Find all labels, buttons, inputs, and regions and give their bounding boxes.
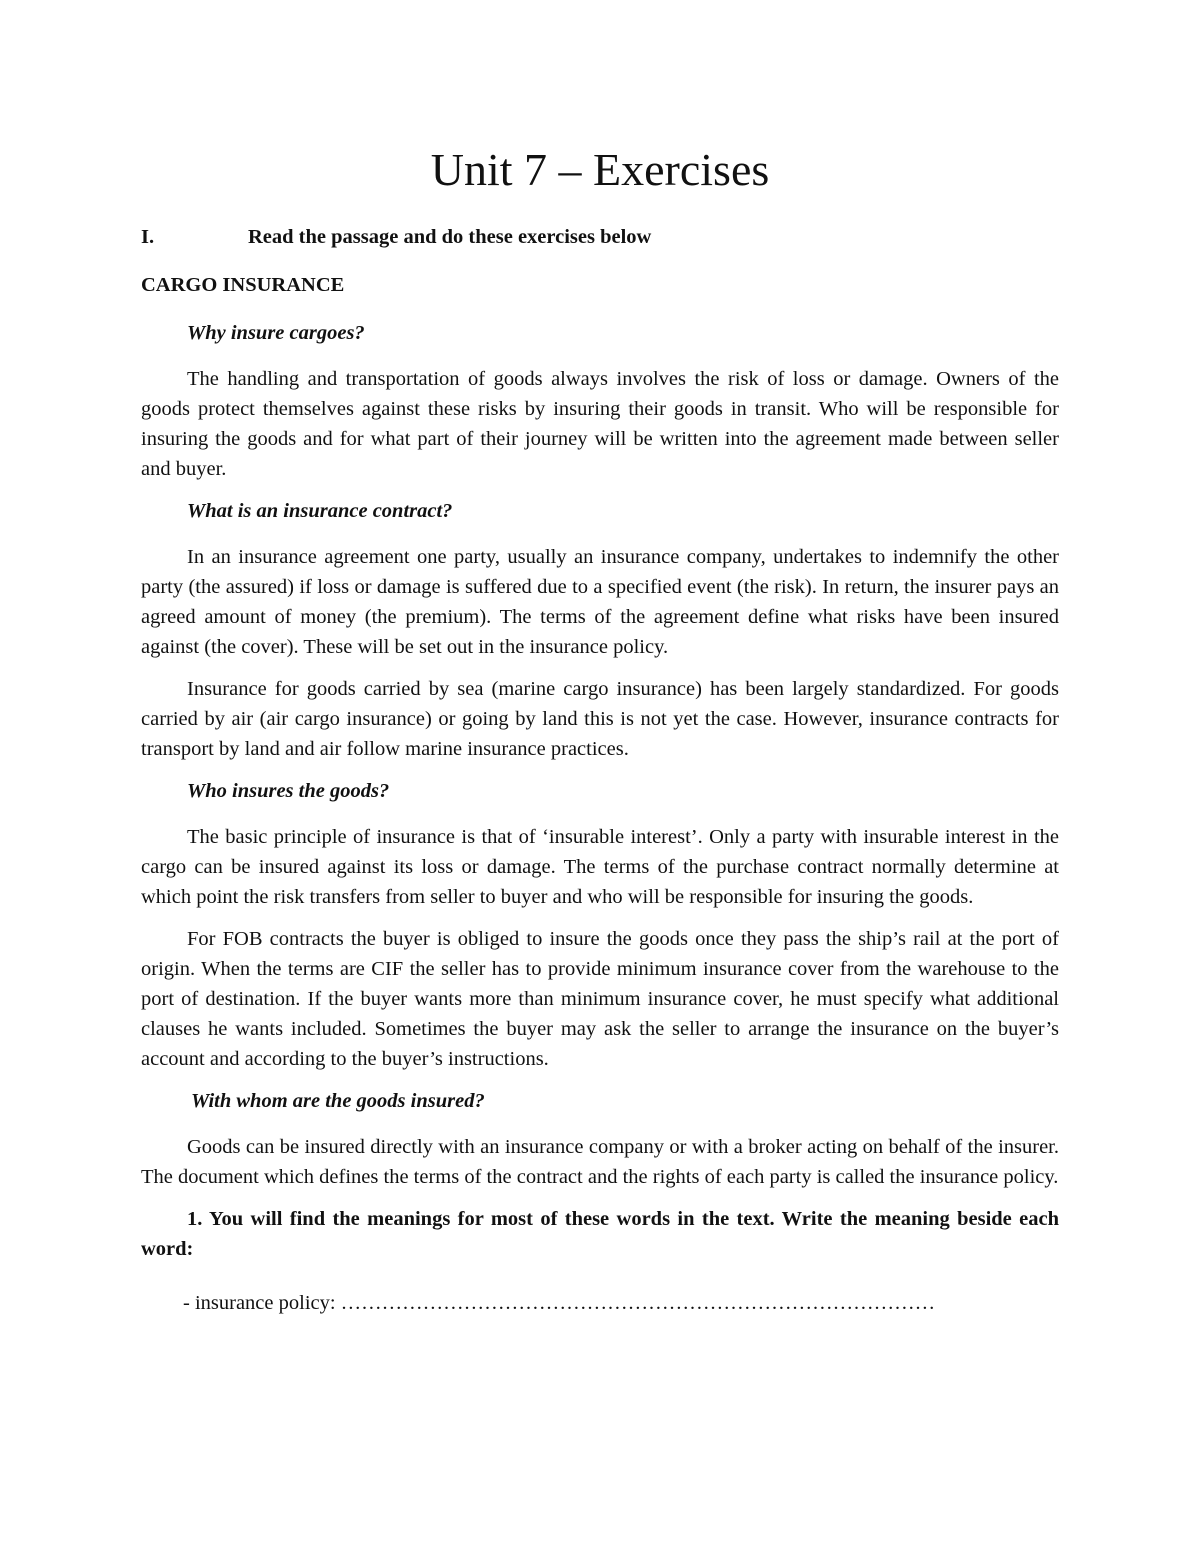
- paragraph: The basic principle of insurance is that of ‘insurable interest’. Only a party with insurable interest in the cargo can be insured against its loss or damage. The terms of the purchase contract normally determine at which point the risk transfers from seller to buyer and who will be responsible for insuring the goods.: [141, 826, 1059, 908]
- paragraph: Insurance for goods carried by sea (marine cargo insurance) has been largely standardized. For goods carried by air (air cargo insurance) or going by land this is not yet the case. However, insurance contracts for transport by land and air follow marine insurance practices.: [141, 678, 1059, 760]
- paragraph: Goods can be insured directly with an insurance company or with a broker acting on behalf of the insurer. The document which defines the terms of the contract and the rights of each party is called the insurance policy.: [141, 1136, 1059, 1188]
- subheading: Who insures the goods?: [187, 780, 390, 802]
- passage-title: CARGO INSURANCE: [141, 274, 345, 296]
- subheading: Why insure cargoes?: [187, 322, 365, 344]
- subheading: What is an insurance contract?: [187, 500, 453, 522]
- document-body: [141, 222, 1059, 1318]
- vocab-item: - insurance policy: ……………………………………………………………………………: [183, 1292, 936, 1314]
- subheading: With whom are the goods insured?: [191, 1090, 485, 1112]
- paragraph: For FOB contracts the buyer is obliged to insure the goods once they pass the ship’s rail at the port of origin. When the terms are CIF the seller has to provide minimum insurance cover from the warehouse to the port of destination. If the buyer wants more than minimum insurance cover, he must specify what additional clauses he wants included. Sometimes the buyer may ask the seller to arrange the insurance on the buyer’s account and according to the buyer’s instructions.: [141, 928, 1059, 1070]
- section-number: I.: [141, 226, 155, 248]
- page-title: Unit 7 – Exercises: [430, 144, 770, 195]
- section-instruction: Read the passage and do these exercises below: [248, 226, 652, 248]
- exercise-prompt: 1. You will find the meanings for most of these words in the text. Write the meaning beside each word:: [141, 1208, 1059, 1260]
- section-heading: [141, 222, 1059, 252]
- paragraph: The handling and transportation of goods always involves the risk of loss or damage. Owners of the goods protect themselves against these risks by insuring their goods in transit. Who will be responsible for insuring the goods and for what part of their journey will be written into the agreement made between seller and buyer.: [141, 368, 1059, 480]
- paragraph: In an insurance agreement one party, usually an insurance company, undertakes to indemnify the other party (the assured) if loss or damage is suffered due to a specified event (the risk). In return, the insurer pays an agreed amount of money (the premium). The terms of the agreement define what risks have been insured against (the cover). These will be set out in the insurance policy.: [141, 546, 1059, 658]
